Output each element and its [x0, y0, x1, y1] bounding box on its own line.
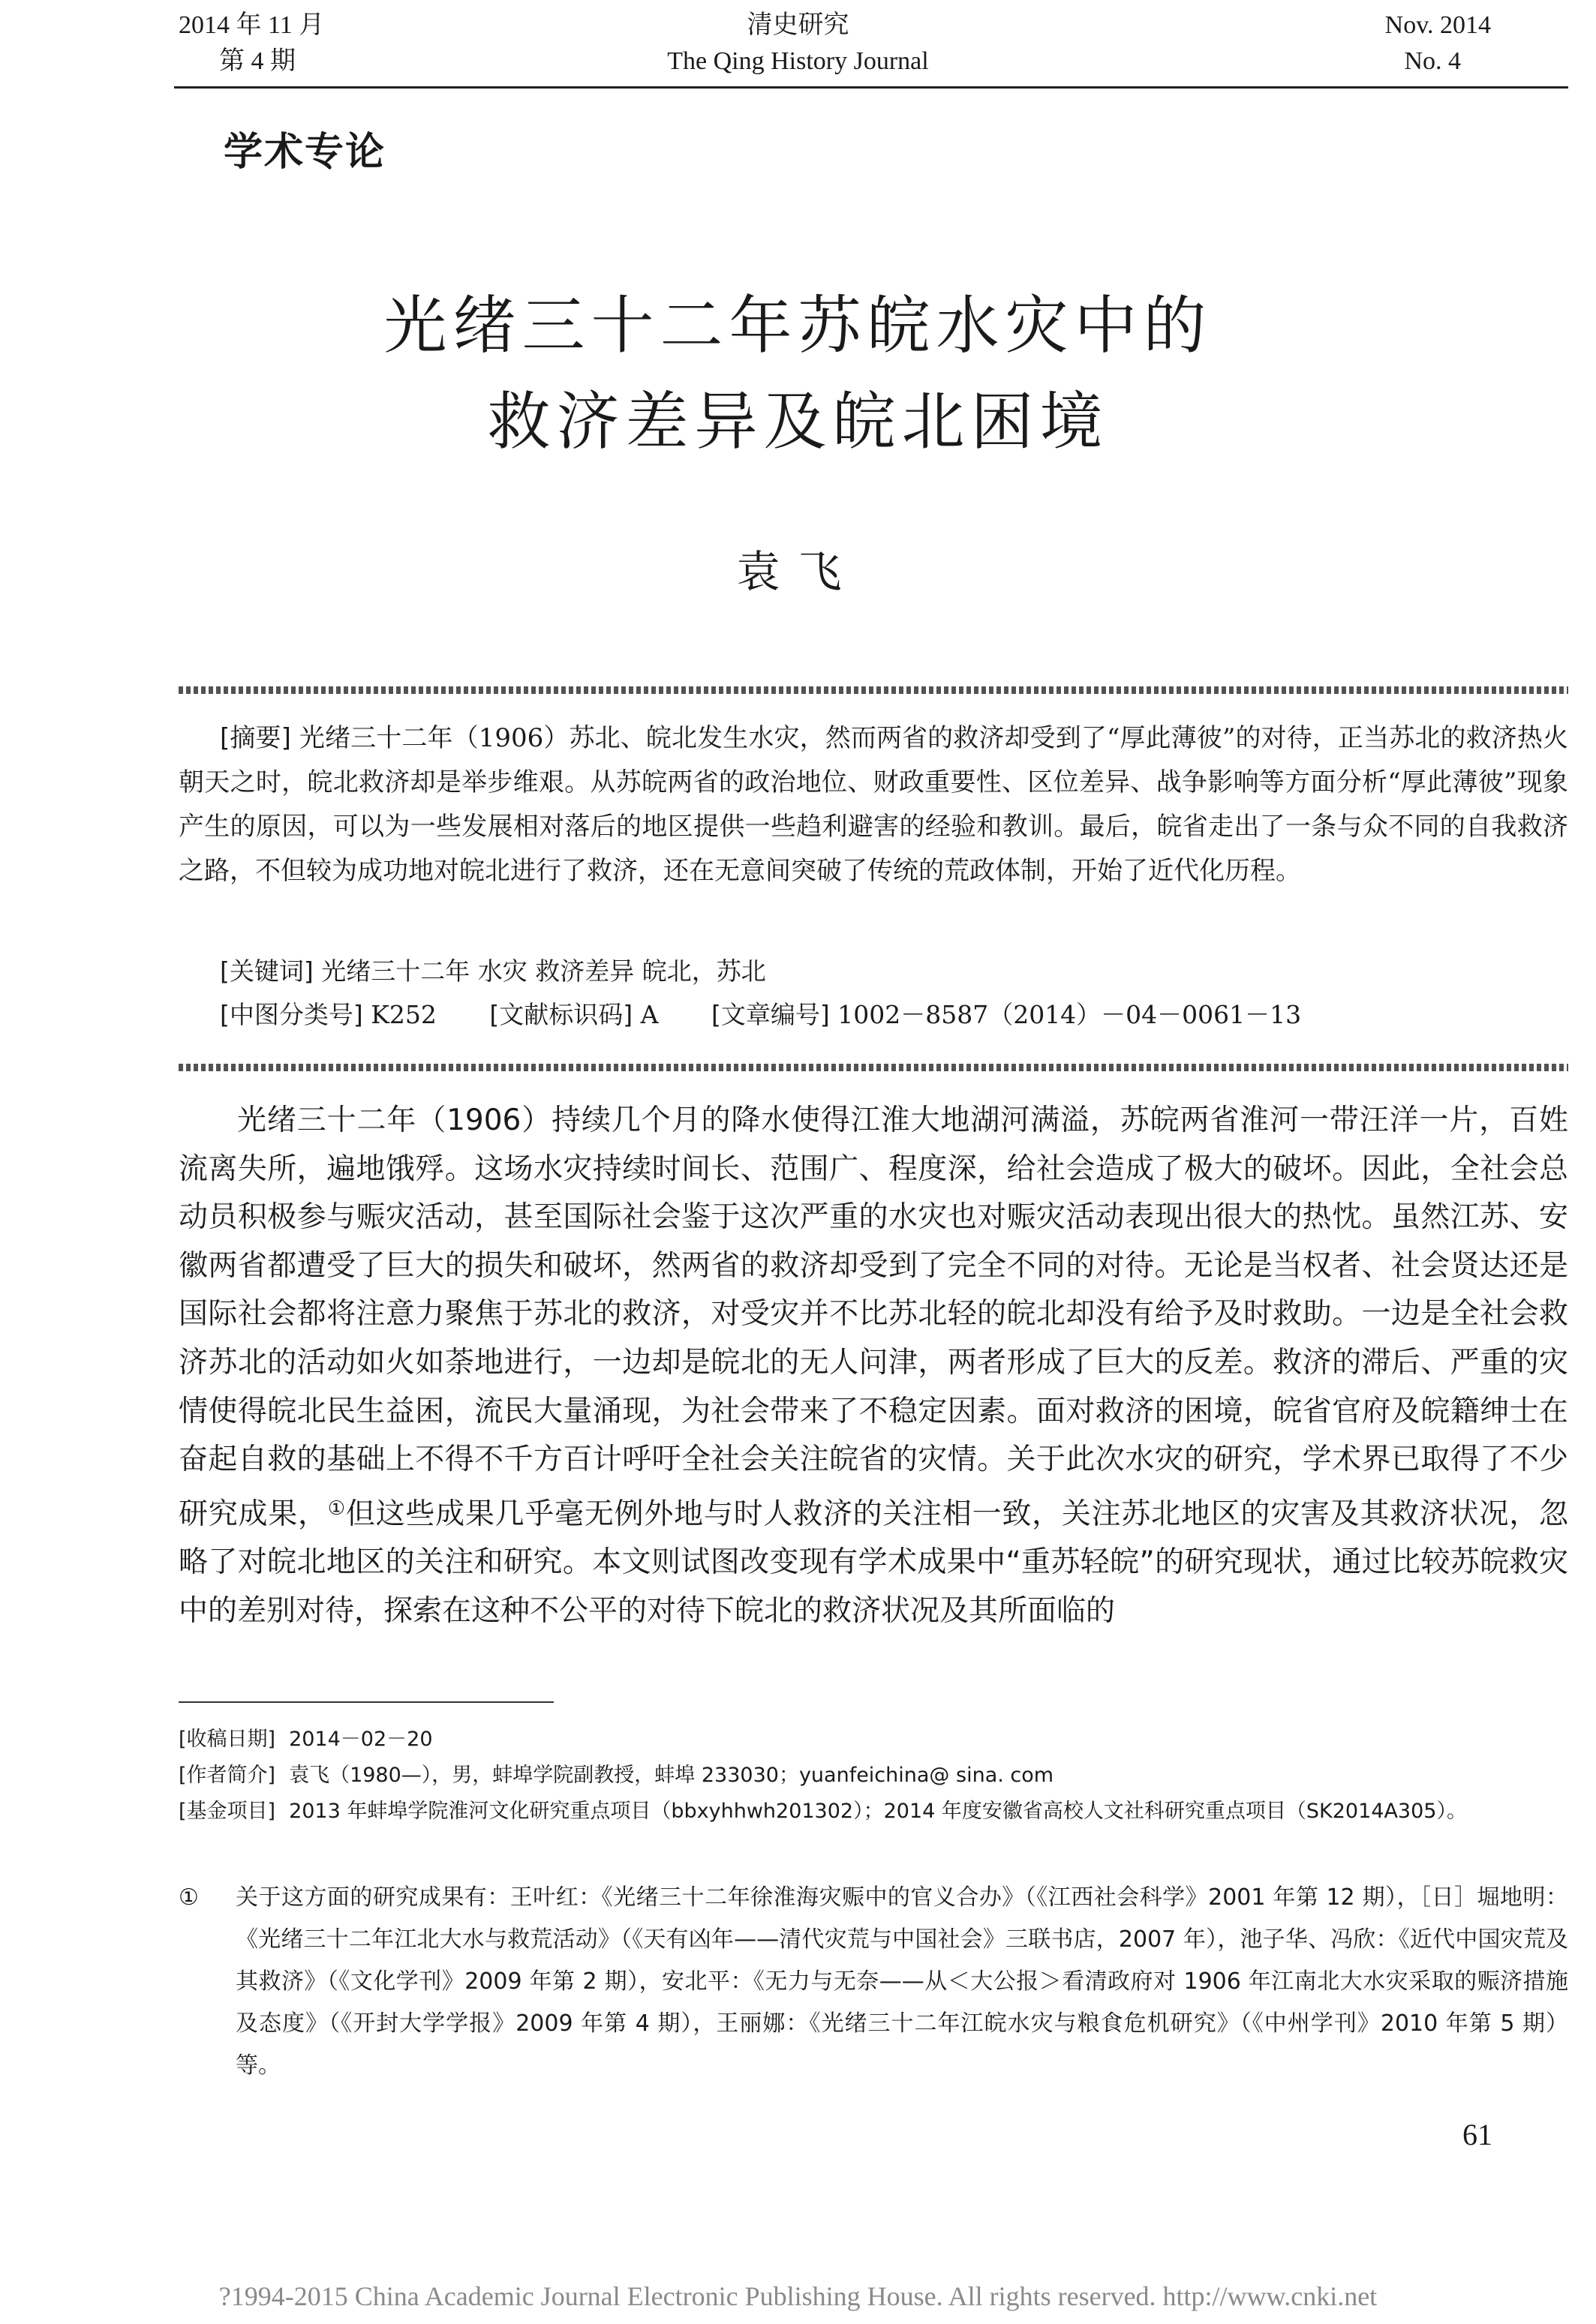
- received-date-row: [179, 1722, 1568, 1758]
- footnote-rule: [179, 1701, 554, 1703]
- section-label: 学术专论: [224, 130, 386, 175]
- author-name: 袁飞: [736, 546, 860, 597]
- footnote-1-mark: ①: [179, 1884, 199, 1911]
- header-date-en: [1266, 8, 1491, 80]
- header-date-cn-text: 2014 年 11 月: [179, 11, 325, 39]
- doc-code-label: [文献标识码]: [489, 1000, 633, 1029]
- received-label: [收稿日期]: [179, 1728, 276, 1751]
- header-journal-cn: 清史研究: [747, 11, 849, 39]
- header-journal-en: The Qing History Journal: [667, 47, 929, 75]
- header-issue-cn: 第 4 期: [219, 47, 296, 75]
- footnote-ref-1[interactable]: ①: [327, 1497, 346, 1520]
- abstract-label: [摘要]: [220, 723, 291, 753]
- page-number: 61: [1462, 2118, 1492, 2151]
- footnote-1-text: 关于这方面的研究成果有：王叶红：《光绪三十二年徐淮海灾赈中的官义合办》（《江西社会科学》2001 年第 12 期），［日］堀地明：《光绪三十二年江北大水与救荒活动》（《天有凶年——清代灾荒与中国社会》三联书店，2007 年），池子华、冯欣：《近代中国灾荒及其救济》（《文化学刊》2009 年第 2 期），安北平：《无力与无奈——从＜大公报＞看清政府对 1906 年江南北大水灾采取的赈济措施及态度》（《开封大学学报》2009 年第 4 期），王丽娜：《光绪三十二年江皖水灾与粮食危机研究》（《中州学刊》2010 年第 5 期）等。: [236, 1884, 1568, 2079]
- abstract-text: 光绪三十二年（1906）苏北、皖北发生水灾，然而两省的救济却受到了“厚此薄彼”的对待，正当苏北的救济热火朝天之时，皖北救济却是举步维艰。从苏皖两省的政治地位、财政重要性、区位差异、战争影响等方面分析“厚此薄彼”现象产生的原因，可以为一些发展相对落后的地区提供一些趋利避害的经验和教训。最后，皖省走出了一条与众不同的自我救济之路，不但较为成功地对皖北进行了救济，还在无意间突破了传统的荒政体制，开始了近代化历程。: [179, 723, 1569, 886]
- abstract-bottom-divider: [179, 1064, 1568, 1071]
- footnote-1: [179, 1877, 1568, 2087]
- article-number-label: [文章编号]: [711, 1000, 830, 1029]
- body-para1-a: 光绪三十二年（1906）持续几个月的降水使得江淮大地湖河满溢，苏皖两省淮河一带汪洋一片，百姓流离失所，遍地饿殍。这场水灾持续时间长、范围广、程度深，给社会造成了极大的破坏。因此，全社会总动员积极参与赈灾活动，甚至国际社会鉴于这次严重的水灾也对赈灾活动表现出很大的热忱。虽然江苏、安徽两省都遭受了巨大的损失和破坏，然两省的救济却受到了完全不同的对待。无论是当权者、社会贤达还是国际社会都将注意力聚焦于苏北的救济，对受灾并不比苏北轻的皖北却没有给予及时救助。一边是全社会救济苏北的活动如火如荼地进行，一边却是皖北的无人问津，两者形成了巨大的反差。救济的滞后、严重的灾情使得皖北民生益困，流民大量涌现，为社会带来了不稳定因素。面对救济的困境，皖省官府及皖籍绅士在奋起自救的基础上不得不千方百计呼吁全社会关注皖省的灾情。关于此次水灾的研究，学术界已取得了不少研究成果，: [179, 1103, 1568, 1531]
- title-line-1: 光绪三十二年苏皖水灾中的: [383, 289, 1213, 362]
- received-value: 2014－02－20: [289, 1728, 433, 1751]
- clc-value: K252: [371, 1000, 437, 1029]
- author-info-label: [作者简介]: [179, 1764, 276, 1787]
- clc-label: [中图分类号]: [220, 1000, 363, 1029]
- article-title: [0, 278, 1596, 470]
- body-paragraph: [179, 1097, 1568, 1636]
- abstract-paragraph: [179, 716, 1568, 893]
- abstract-top-divider: [179, 686, 1568, 694]
- copyright-watermark: ?1994-2015 China Academic Journal Electronic Publishing House. All rights reserved. http://www.cnki.net: [218, 2281, 1378, 2311]
- header-issue-en: No. 4: [1404, 47, 1461, 75]
- classification-line: [220, 996, 1568, 1034]
- keywords-line: [220, 953, 1568, 990]
- fund-label: [基金项目]: [179, 1800, 276, 1823]
- body-para1-b: 但这些成果几乎毫无例外地与时人救济的关注相一致，关注苏北地区的灾害及其救济状况，忽略了对皖北地区的关注和研究。本文则试图改变现有学术成果中“重苏轻皖”的研究现状，通过比较苏皖救灾中的差别对待，探索在这种不公平的对待下皖北的救济状况及其所面临的: [179, 1497, 1568, 1628]
- author-info-value: 袁飞（1980—），男，蚌埠学院副教授，蚌埠 233030；yuanfeichina@ sina. com: [289, 1764, 1054, 1787]
- author-info-row: [179, 1758, 1568, 1794]
- article-notes: [179, 1722, 1568, 1830]
- doc-code-value: A: [640, 1000, 659, 1029]
- header-date-en-text: Nov. 2014: [1384, 11, 1491, 39]
- keywords-text: 光绪三十二年 水灾 救济差异 皖北，苏北: [321, 956, 766, 986]
- article-number-value: 1002－8587（2014）－04－0061－13: [837, 1000, 1302, 1029]
- body-text: [179, 1097, 1568, 1636]
- header-rule: [174, 86, 1568, 89]
- abstract-block: [179, 716, 1568, 893]
- keywords-label: [关键词]: [220, 956, 314, 986]
- fund-row: [179, 1794, 1568, 1830]
- fund-value: 2013 年蚌埠学院淮河文化研究重点项目（bbxyhhwh201302）；2014 年度安徽省高校人文社科研究重点项目（SK2014A305）。: [289, 1800, 1467, 1823]
- title-line-2: 救济差异及皖北困境: [487, 385, 1109, 458]
